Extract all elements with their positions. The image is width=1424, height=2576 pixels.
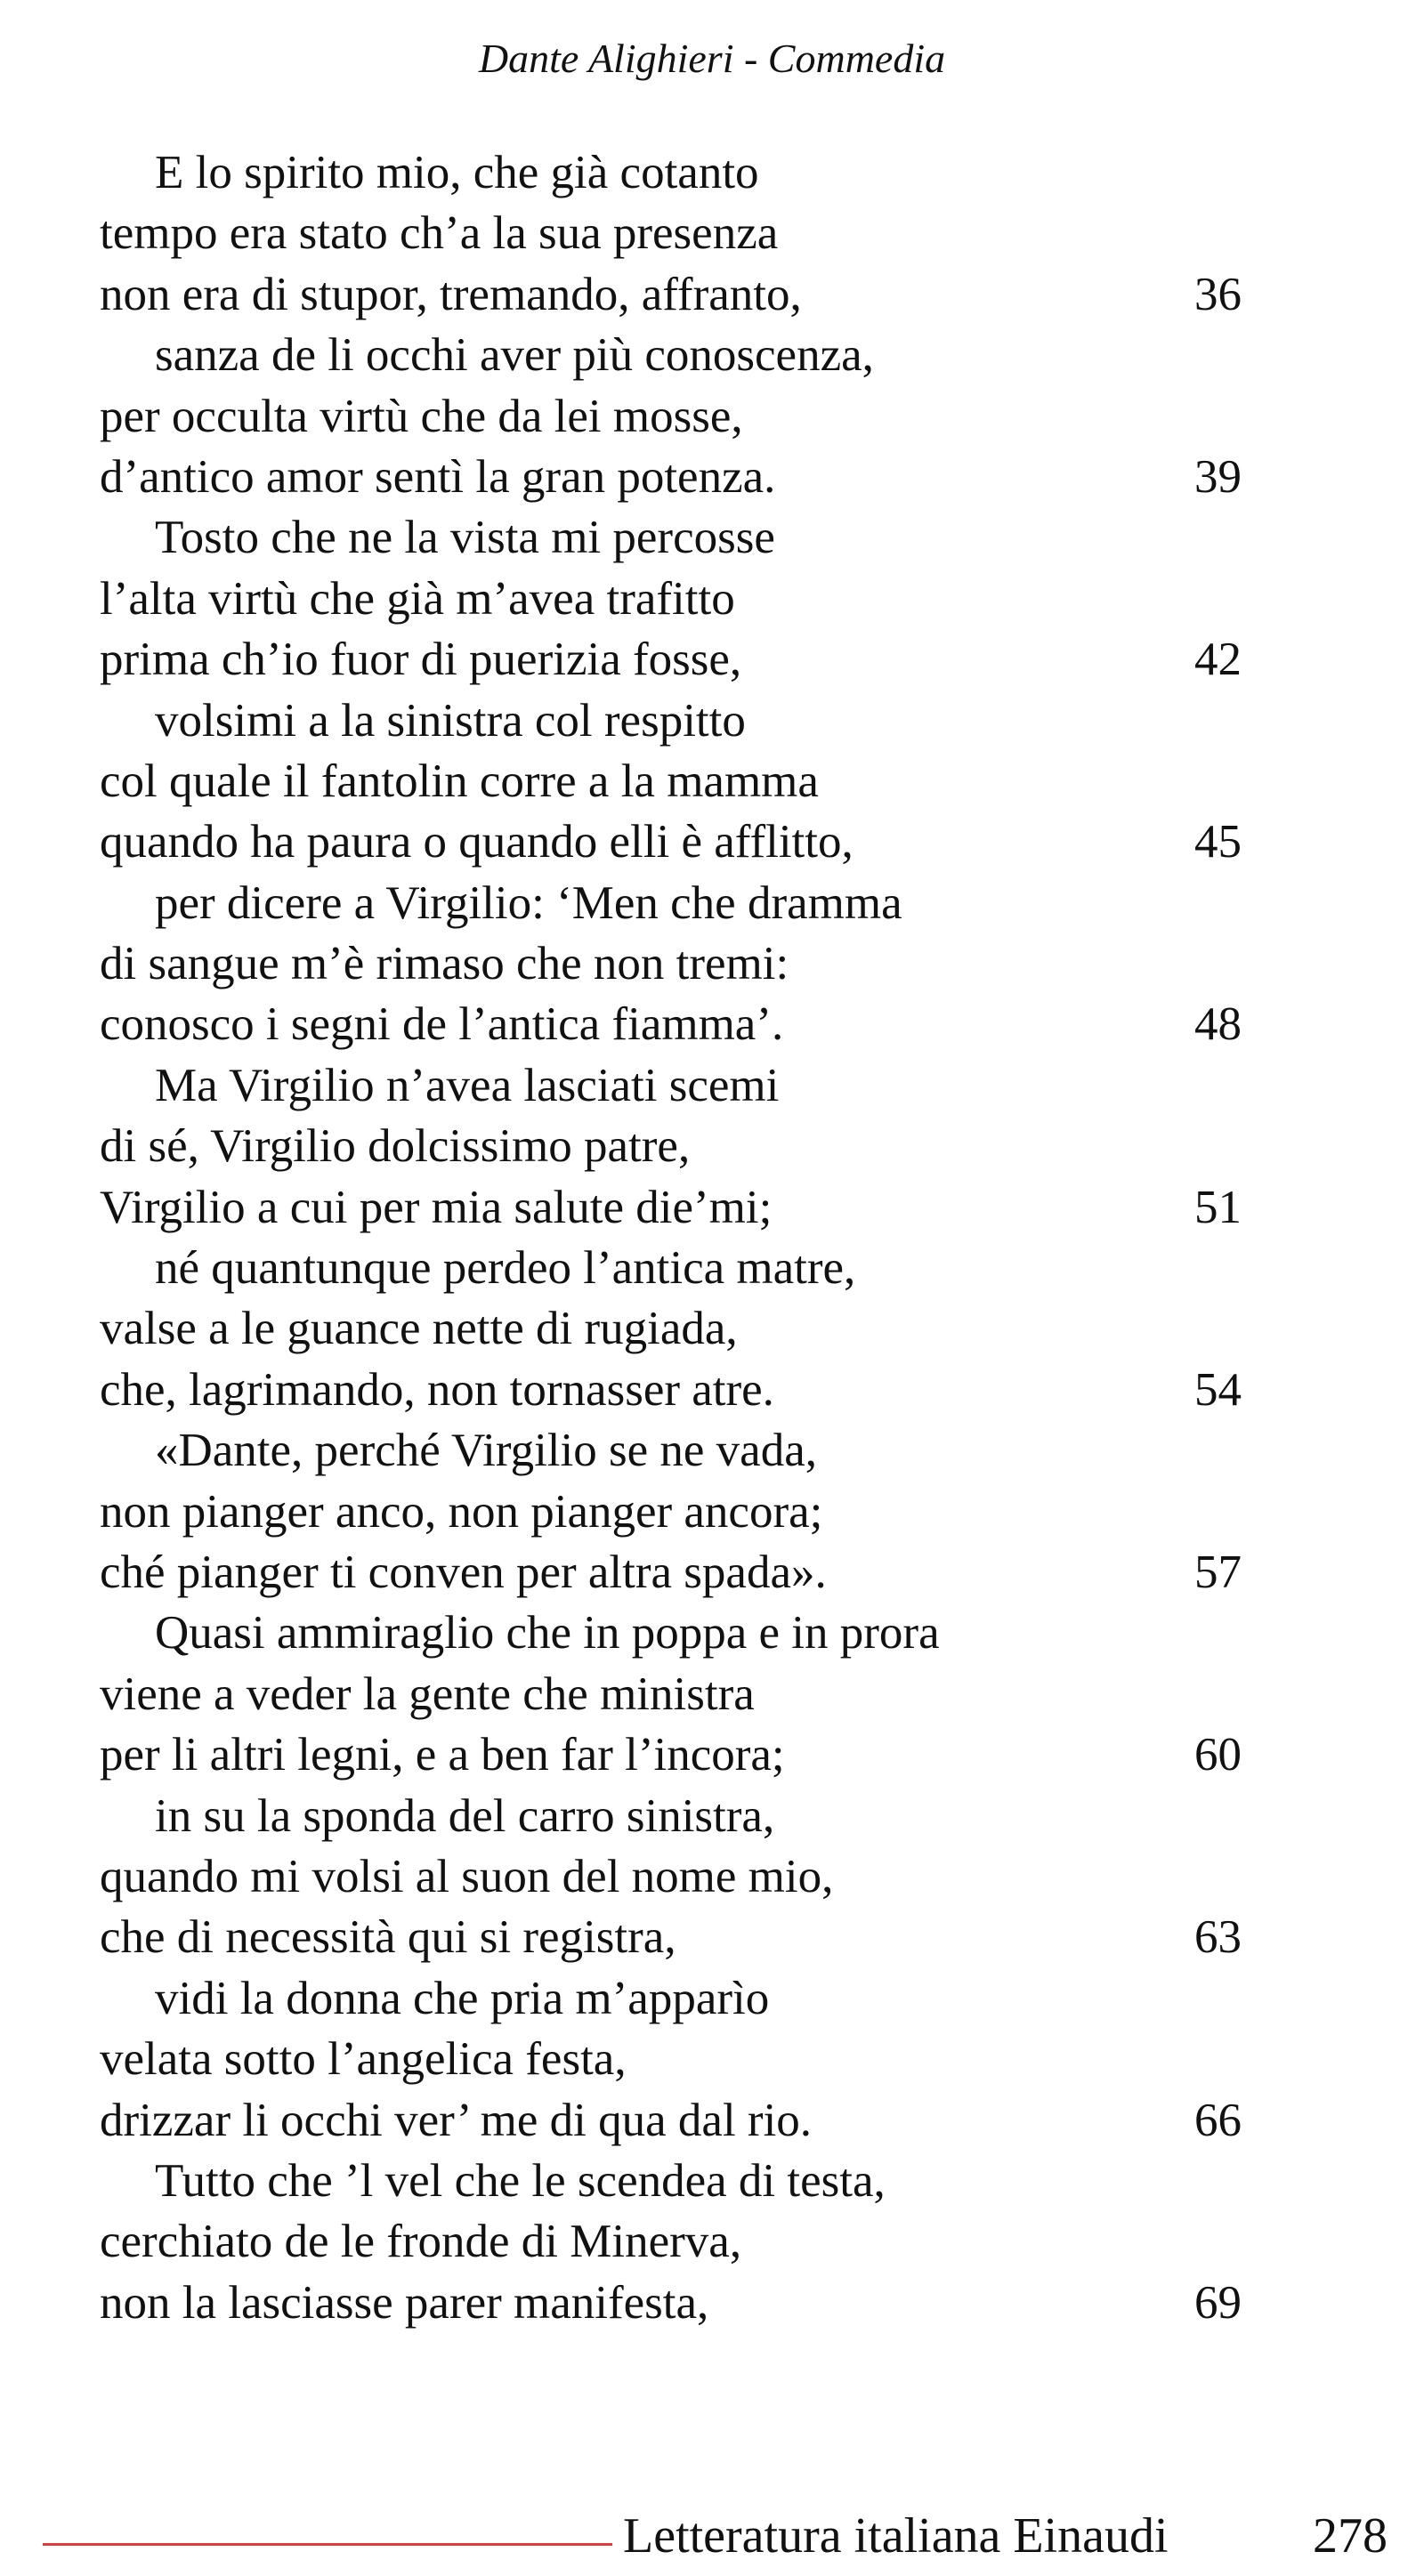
verse-text: volsimi a la sinistra col respitto xyxy=(155,694,746,747)
verse-number: 51 xyxy=(1194,1181,1242,1233)
verse-text: ché pianger ti conven per altra spada». xyxy=(100,1546,827,1598)
verse-line xyxy=(100,1238,1257,1298)
verse-line xyxy=(100,1603,1257,1663)
verse-number: 42 xyxy=(1194,634,1242,686)
verse-text: «Dante, perché Virgilio se ne vada, xyxy=(155,1425,817,1477)
verse-number: 57 xyxy=(1194,1546,1242,1598)
verse-line xyxy=(100,1298,1257,1359)
verse-text: sanza de li occhi aver più conoscenza, xyxy=(155,329,874,382)
verse-line xyxy=(100,2029,1257,2089)
verse-text: conosco i segni de l’antica fiamma’. xyxy=(100,998,784,1051)
verse-line xyxy=(100,2211,1257,2272)
verse-text: Tutto che ’l vel che le scendea di testa, xyxy=(155,2154,886,2207)
verse-line xyxy=(100,1786,1257,1846)
verse-line xyxy=(100,812,1257,872)
verse-line xyxy=(100,325,1257,385)
verse-text: valse a le guance nette di rugiada, xyxy=(100,1303,738,1355)
page-footer xyxy=(0,2502,1424,2570)
footer-label: Letteratura italiana Einaudi xyxy=(623,2508,1169,2564)
verse-text: velata sotto l’angelica festa, xyxy=(100,2033,627,2086)
verse-line xyxy=(100,142,1257,203)
verse-number: 36 xyxy=(1194,268,1242,320)
verse-line xyxy=(100,203,1257,263)
verse-text: non era di stupor, tremando, affranto, xyxy=(100,268,802,320)
verse-line xyxy=(100,1420,1257,1481)
verse-line xyxy=(100,1664,1257,1724)
running-title: Dante Alighieri - Commedia xyxy=(478,36,946,81)
verse-line xyxy=(100,264,1257,325)
verse-line xyxy=(100,1360,1257,1420)
verse-text: cerchiato de le fronde di Minerva, xyxy=(100,2216,742,2268)
poem-body xyxy=(100,142,1257,2333)
verse-text: d’antico amor sentì la gran potenza. xyxy=(100,450,776,503)
verse-text: Tosto che ne la vista mi percosse xyxy=(155,512,775,564)
verse-line xyxy=(100,994,1257,1054)
verse-line xyxy=(100,2090,1257,2151)
verse-line xyxy=(100,933,1257,994)
verse-text: vidi la donna che pria m’apparìo xyxy=(155,1972,770,2024)
verse-line xyxy=(100,1542,1257,1603)
verse-number: 54 xyxy=(1194,1363,1242,1416)
verse-text: Ma Virgilio n’avea lasciati scemi xyxy=(155,1059,780,1111)
verse-text: Virgilio a cui per mia salute die’mi; xyxy=(100,1181,773,1233)
verse-text: per li altri legni, e a ben far l’incora; xyxy=(100,1729,785,1781)
verse-line xyxy=(100,1907,1257,1967)
verse-text: E lo spirito mio, che già cotanto xyxy=(155,147,759,198)
verse-number: 48 xyxy=(1194,998,1242,1051)
verse-line xyxy=(100,873,1257,933)
verse-text: non pianger anco, non pianger ancora; xyxy=(100,1485,823,1538)
verse-text: di sé, Virgilio dolcissimo patre, xyxy=(100,1120,691,1173)
verse-number: 39 xyxy=(1194,450,1242,503)
verse-text: per dicere a Virgilio: ‘Men che dramma xyxy=(155,876,902,929)
page-number: 278 xyxy=(1313,2508,1388,2564)
verse-line xyxy=(100,569,1257,629)
verse-text: prima ch’io fuor di puerizia fosse, xyxy=(100,634,742,686)
verse-line xyxy=(100,1055,1257,1116)
verse-line xyxy=(100,1116,1257,1176)
verse-line xyxy=(100,1177,1257,1238)
verse-line xyxy=(100,1846,1257,1907)
verse-number: 69 xyxy=(1194,2276,1242,2329)
verse-line xyxy=(100,2151,1257,2211)
verse-line xyxy=(100,1482,1257,1542)
verse-text: tempo era stato ch’a la sua presenza xyxy=(100,207,779,260)
verse-number: 63 xyxy=(1194,1911,1242,1964)
verse-number: 45 xyxy=(1194,816,1242,868)
verse-line xyxy=(100,386,1257,447)
verse-text: non la lasciasse parer manifesta, xyxy=(100,2276,709,2329)
verse-text: che di necessità qui si registra, xyxy=(100,1911,676,1964)
verse-line xyxy=(100,751,1257,812)
verse-text: in su la sponda del carro sinistra, xyxy=(155,1789,775,1842)
verse-text: quando mi volsi al suon del nome mio, xyxy=(100,1850,834,1902)
verse-line xyxy=(100,629,1257,690)
verse-text: per occulta virtù che da lei mosse, xyxy=(100,390,743,442)
verse-line xyxy=(100,690,1257,751)
verse-line xyxy=(100,447,1257,507)
verse-text: l’alta virtù che già m’avea trafitto xyxy=(100,572,735,625)
verse-text: quando ha paura o quando elli è afflitto, xyxy=(100,816,854,868)
verse-text: di sangue m’è rimaso che non tremi: xyxy=(100,938,789,990)
verse-text: drizzar li occhi ver’ me di qua dal rio. xyxy=(100,2094,813,2146)
verse-line xyxy=(100,1724,1257,1785)
verse-line xyxy=(100,2273,1257,2333)
verse-text: col quale il fantolin corre a la mamma xyxy=(100,755,819,807)
verse-number: 66 xyxy=(1194,2094,1242,2146)
verse-number: 60 xyxy=(1194,1729,1242,1781)
verse-text: Quasi ammiraglio che in poppa e in prora xyxy=(155,1607,940,1659)
verse-line xyxy=(100,507,1257,568)
verse-text: che, lagrimando, non tornasser atre. xyxy=(100,1363,774,1416)
verse-line xyxy=(100,1968,1257,2029)
footer-rule xyxy=(43,2543,612,2546)
verse-text: viene a veder la gente che ministra xyxy=(100,1668,755,1720)
verse-text: né quantunque perdeo l’antica matre, xyxy=(155,1242,856,1295)
